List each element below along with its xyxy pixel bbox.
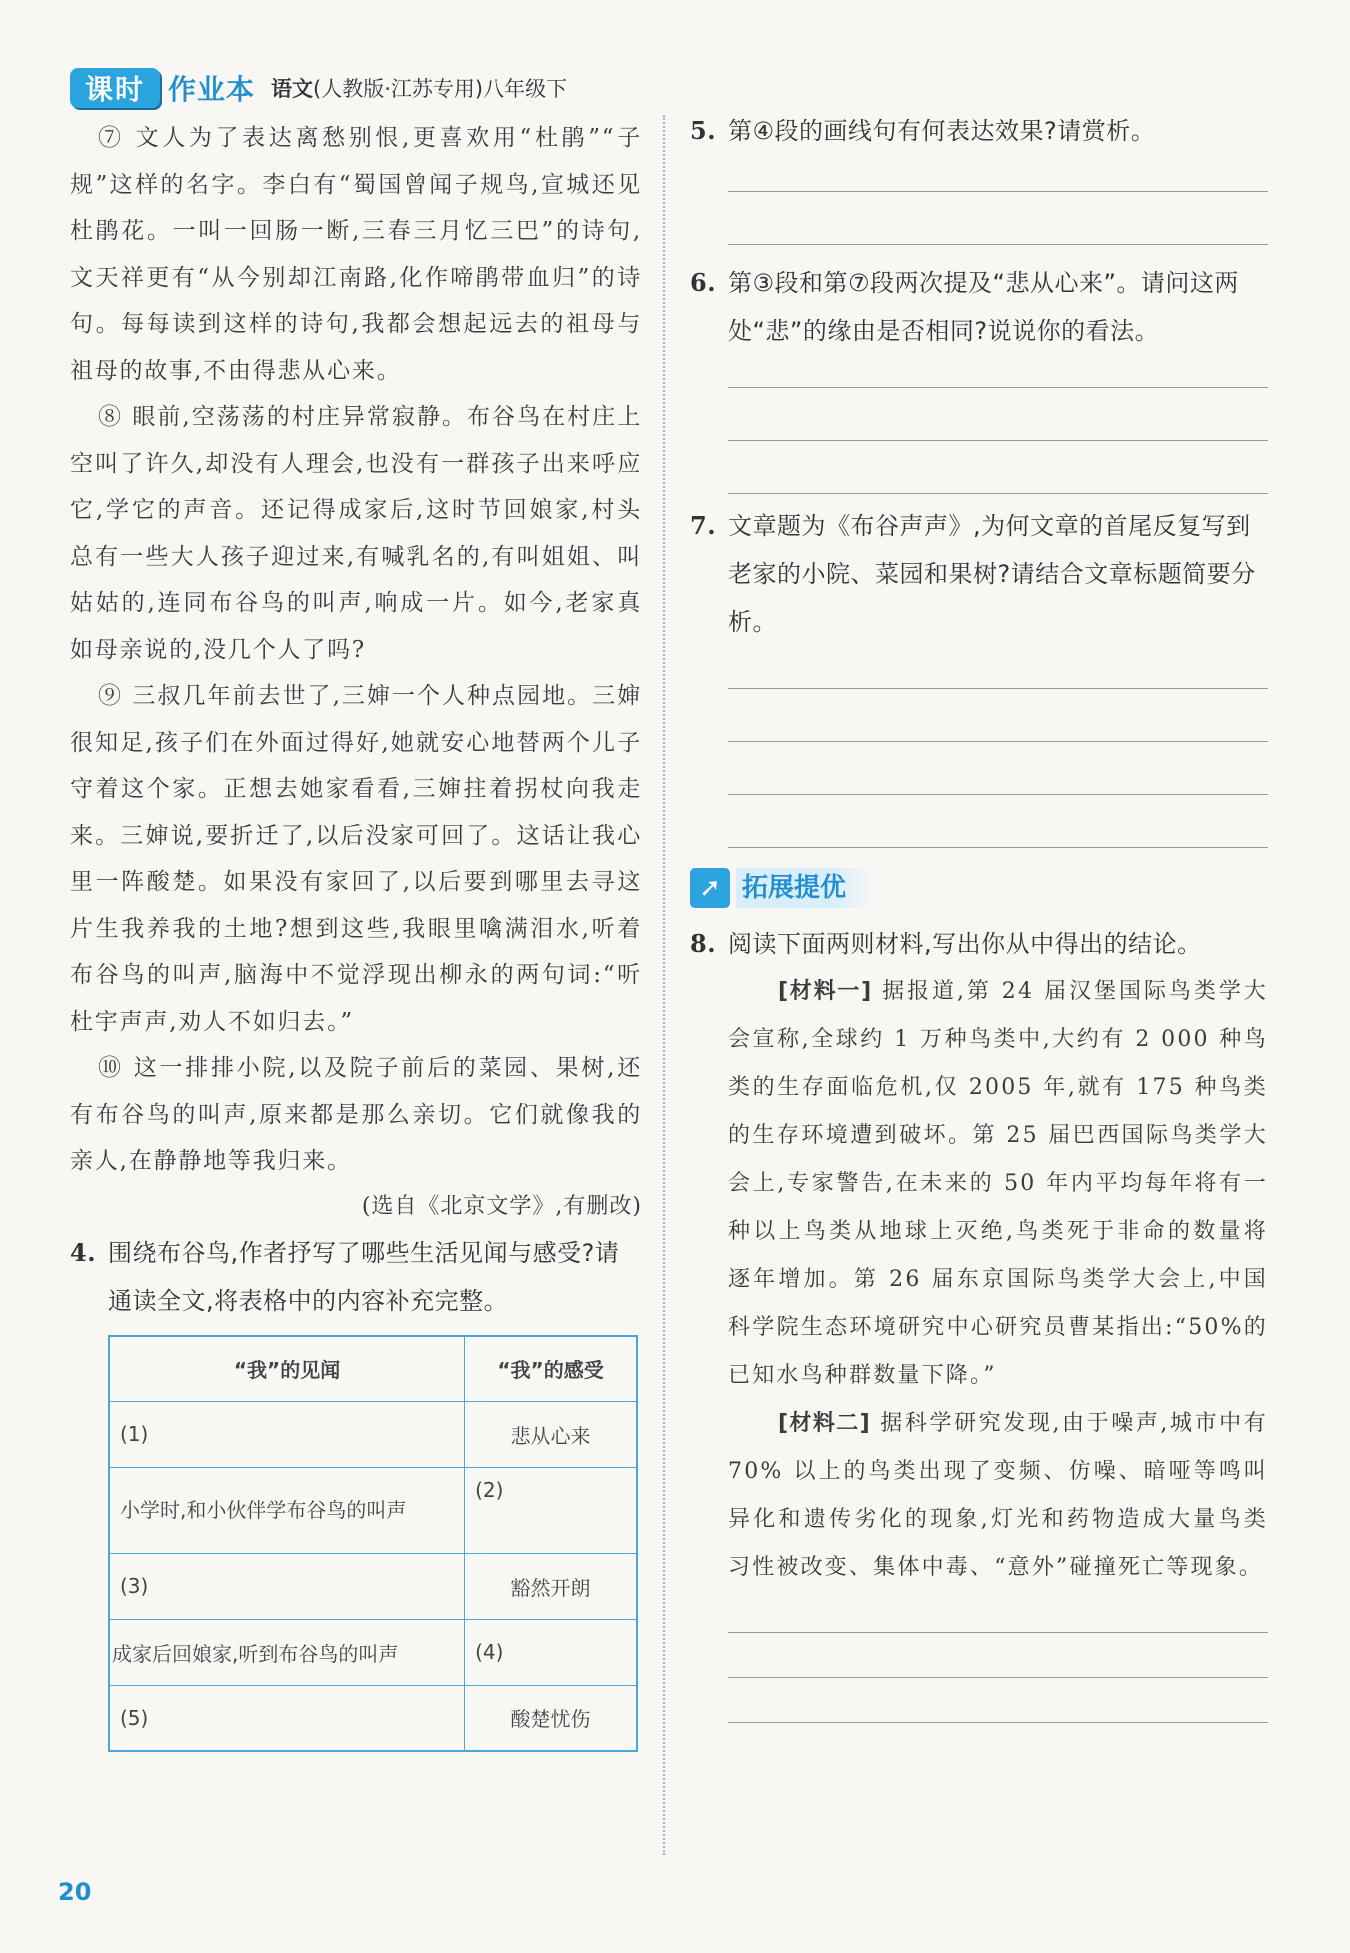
answer-line[interactable] <box>728 191 1268 192</box>
question-text: 文章题为《布谷声声》,为何文章的首尾反复写到老家的小院、菜园和果树?请结合文章标题简要分析。 <box>728 512 1256 636</box>
table-cell[interactable]: (4) <box>465 1619 637 1685</box>
subject-edition: (人教版·江苏专用)八年级下 <box>313 77 568 101</box>
question-5 <box>690 107 1268 155</box>
table-header-observation: “我”的见闻 <box>109 1336 465 1402</box>
left-column <box>70 115 642 1752</box>
answer-line[interactable] <box>728 741 1268 742</box>
rocket-icon: ➚ <box>690 868 730 908</box>
table-cell: 小学时,和小伙伴学布谷鸟的叫声 <box>109 1467 465 1553</box>
answer-table <box>108 1335 638 1753</box>
material-2 <box>728 1400 1268 1592</box>
material-1 <box>728 968 1268 1400</box>
banner-title: 拓展提优 <box>736 868 874 908</box>
answer-line[interactable] <box>728 440 1268 441</box>
question-7 <box>690 502 1268 646</box>
question-number: 8. <box>690 929 717 958</box>
question-number: 7. <box>690 511 717 540</box>
question-text: 围绕布谷鸟,作者抒写了哪些生活见闻与感受?请通读全文,将表格中的内容补充完整。 <box>108 1238 620 1315</box>
table-cell[interactable]: (5) <box>109 1685 465 1751</box>
right-column <box>690 115 1268 1723</box>
paragraph-8: ⑧ 眼前,空荡荡的村庄异常寂静。布谷鸟在村庄上空叫了许久,却没有人理会,也没有一群孩子出来呼应它,学它的声音。还记得成家后,这时节回娘家,村头总有一些大人孩子迎过来,有喊乳名的,有叫姐姐、叫姑姑的,连同布谷鸟的叫声,响成一片。如今,老家真如母亲说的,没几个人了吗? <box>70 404 642 663</box>
logo-badge: 课时 <box>70 68 160 108</box>
question-number: 4. <box>70 1237 97 1267</box>
question-4 <box>70 1229 642 1325</box>
paragraph-7: ⑦ 文人为了表达离愁别恨,更喜欢用“杜鹃”“子规”这样的名字。李白有“蜀国曾闻子规鸟,宣城还见杜鹃花。一叫一回肠一断,三春三月忆三巴”的诗句,文天祥更有“从今别却江南路,化作啼鹃带血归”的诗句。每每读到这样的诗句,我都会想起远去的祖母与祖母的故事,不由得悲从心来。 <box>70 125 642 384</box>
table-cell[interactable]: (3) <box>109 1553 465 1619</box>
table-header-feeling: “我”的感受 <box>465 1336 637 1402</box>
question-number: 5. <box>690 116 717 145</box>
material-label: [材料二] <box>778 1411 871 1436</box>
answer-line[interactable] <box>728 794 1268 795</box>
answer-line[interactable] <box>728 1677 1268 1678</box>
answer-line[interactable] <box>728 1722 1268 1723</box>
material-text: 据科学研究发现,由于噪声,城市中有 70% 以上的鸟类出现了变频、仿噪、暗哑等鸣叫异化和遗传劣化的现象,灯光和药物造成大量鸟类习性被改变、集体中毒、“意外”碰撞死亡等现象。 <box>728 1411 1268 1580</box>
table-cell[interactable]: (2) <box>465 1467 637 1553</box>
answer-line[interactable] <box>728 387 1268 388</box>
answer-line[interactable] <box>728 1632 1268 1633</box>
extension-banner <box>690 866 1268 910</box>
table-cell[interactable]: (1) <box>109 1401 465 1467</box>
question-6 <box>690 259 1268 355</box>
column-divider <box>663 115 665 1855</box>
question-text: 第④段的画线句有何表达效果?请赏析。 <box>728 117 1156 145</box>
answer-line[interactable] <box>728 688 1268 689</box>
table-row <box>109 1401 637 1467</box>
question-text: 阅读下面两则材料,写出你从中得出的结论。 <box>728 930 1202 958</box>
material-label: [材料一] <box>778 979 873 1004</box>
table-cell: 酸楚忧伤 <box>465 1685 637 1751</box>
page-number: 20 <box>58 1878 92 1906</box>
header <box>70 66 567 110</box>
paragraph-10: ⑩ 这一排排小院,以及院子前后的菜园、果树,还有布谷鸟的叫声,原来都是那么亲切。它们就像我的亲人,在静静地等我归来。 <box>70 1055 642 1174</box>
question-8 <box>690 920 1268 968</box>
table-cell: 成家后回娘家,听到布谷鸟的叫声 <box>109 1619 465 1685</box>
source-citation: (选自《北京文学》,有删改) <box>361 1193 642 1219</box>
table-row <box>109 1553 637 1619</box>
question-number: 6. <box>690 268 717 297</box>
question-text: 第③段和第⑦段两次提及“悲从心来”。请问这两处“悲”的缘由是否相同?说说你的看法。 <box>728 269 1239 345</box>
logo-text: 作业本 <box>168 73 256 106</box>
table-row <box>109 1619 637 1685</box>
table-cell: 悲从心来 <box>465 1401 637 1467</box>
material-text: 据报道,第 24 届汉堡国际鸟类学大会宣称,全球约 1 万种鸟类中,大约有 2 000 种鸟类的生存面临危机,仅 2005 年,就有 175 种鸟类的生存环境遭到破坏。第 25 届巴西国际鸟类学大会上,专家警告,在未来的 50 年内平均每年将有一种以上鸟类从地球上灭绝,鸟类死于非命的数量将逐年增加。第 26 届东京国际鸟类学大会上,中国科学院生态环境研究中心研究员曹某指出:“50%的已知水鸟种群数量下降。” <box>728 979 1268 1388</box>
answer-line[interactable] <box>728 244 1268 245</box>
paragraph-9: ⑨ 三叔几年前去世了,三婶一个人种点园地。三婶很知足,孩子们在外面过得好,她就安心地替两个儿子守着这个家。正想去她家看看,三婶拄着拐杖向我走来。三婶说,要折迁了,以后没家可回了。这话让我心里一阵酸楚。如果没有家回了,以后要到哪里去寻这片生我养我的土地?想到这些,我眼里噙满泪水,听着布谷鸟的叫声,脑海中不觉浮现出柳永的两句词:“听杜宇声声,劝人不如归去。” <box>70 683 642 1035</box>
subject-line <box>271 73 567 103</box>
logo <box>70 68 255 108</box>
table-cell: 豁然开朗 <box>465 1553 637 1619</box>
subject-name: 语文 <box>271 77 314 101</box>
answer-line[interactable] <box>728 847 1268 848</box>
table-row <box>109 1685 637 1751</box>
table-header-row <box>109 1336 637 1402</box>
answer-line[interactable] <box>728 493 1268 494</box>
table-row <box>109 1467 637 1553</box>
